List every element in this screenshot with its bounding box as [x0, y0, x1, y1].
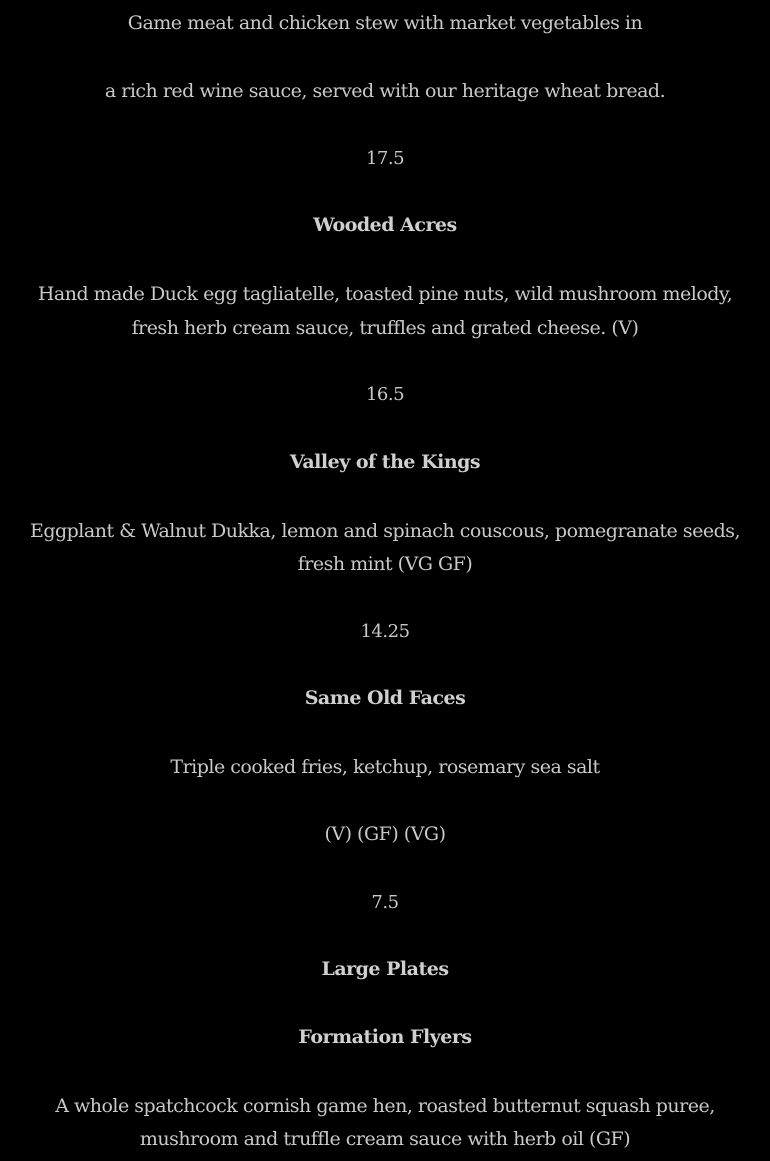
wooded-acres-description-line-2: fresh herb cream sauce, truffles and grated cheese. (V) — [131, 317, 639, 339]
valley-of-the-kings-price: 14.25 — [360, 621, 410, 642]
same-old-faces-price: 7.5 — [371, 892, 399, 913]
same-old-faces-description: Triple cooked fries, ketchup, rosemary sea salt — [170, 756, 600, 778]
same-old-faces-title: Same Old Faces — [304, 687, 466, 709]
valley-of-the-kings-description-line-1: Eggplant & Walnut Dukka, lemon and spinach couscous, pomegranate seeds, — [29, 520, 741, 542]
wooded-acres-price: 16.5 — [365, 384, 405, 405]
valley-of-the-kings-title: Valley of the Kings — [289, 451, 481, 473]
same-old-faces-dietary-tags: (V) (GF) (VG) — [324, 823, 446, 845]
formation-flyers-description-line-1: A whole spatchcock cornish game hen, roasted butternut squash puree, — [55, 1095, 715, 1117]
stew-price: 17.5 — [365, 148, 405, 169]
formation-flyers-title: Formation Flyers — [298, 1026, 472, 1048]
stew-description-line-1: Game meat and chicken stew with market vegetables in — [127, 12, 643, 34]
formation-flyers-description-line-2: mushroom and truffle cream sauce with herb oil (GF) — [139, 1128, 631, 1150]
section-heading-large-plates: Large Plates — [321, 958, 449, 980]
stew-description-line-2: a rich red wine sauce, served with our heritage wheat bread. — [104, 80, 666, 102]
wooded-acres-description-line-1: Hand made Duck egg tagliatelle, toasted pine nuts, wild mushroom melody, — [37, 283, 733, 305]
valley-of-the-kings-description-line-2: fresh mint (VG GF) — [297, 553, 473, 575]
wooded-acres-title: Wooded Acres — [313, 214, 457, 236]
